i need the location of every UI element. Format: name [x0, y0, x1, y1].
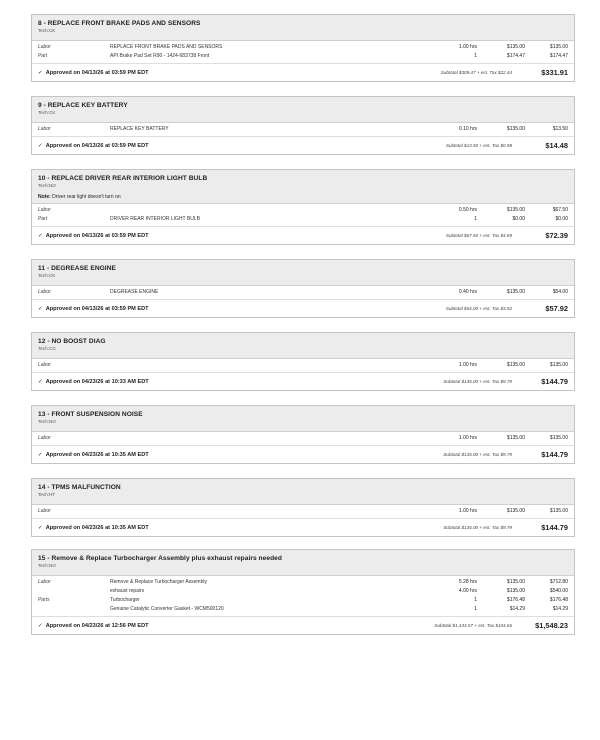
job-header [32, 406, 574, 432]
line-rate: $0.00 [512, 216, 525, 222]
job-total: $144.79 [541, 450, 568, 459]
job-card-14 [31, 478, 575, 537]
job-footer [32, 373, 574, 390]
approval-status [38, 525, 362, 531]
line-quantity: 1 [474, 606, 477, 612]
check-icon: ✓ [38, 451, 43, 458]
line-amount: $176.48 [549, 597, 568, 603]
line-quantity: 1 [474, 597, 477, 603]
approval-text: Approved on 04/13/26 at 03:59 PM EDT [45, 305, 149, 312]
line-type: Labor [38, 508, 51, 514]
approval-text: Approved on 04/13/26 at 03:59 PM EDT [45, 232, 149, 239]
line-items [32, 505, 574, 519]
subtotal: Subtotal $13.50 + est. Tax $0.98 [445, 143, 512, 148]
approval-status [38, 233, 362, 239]
line-rate: $135.00 [506, 362, 525, 368]
job-title: 13 - FRONT SUSPENSION NOISE [38, 411, 143, 418]
line-type: Part [38, 216, 48, 222]
job-title: 10 - REPLACE DRIVER REAR INTERIOR LIGHT BULB [38, 175, 208, 182]
line-rate: $135.00 [506, 435, 525, 441]
line-item [32, 587, 574, 596]
line-quantity: 4.00 hrs [458, 588, 477, 594]
line-quantity: 1.00 hrs [458, 362, 477, 368]
job-footer [32, 300, 574, 317]
approval-status [38, 452, 362, 458]
line-rate: $135.00 [506, 579, 525, 585]
approval-status [38, 143, 362, 149]
job-total: $331.91 [541, 68, 568, 77]
line-item [32, 215, 574, 224]
line-description: API Brake Pad Set R90 - 1424-683738 Front [110, 53, 210, 59]
job-total: $14.48 [545, 141, 568, 150]
line-item [32, 52, 574, 61]
job-card-9 [31, 96, 575, 155]
line-description: Remove & Replace Turbocharger Assembly [110, 579, 207, 585]
line-type: Labor [38, 126, 51, 132]
job-footer [32, 446, 574, 463]
line-amount: $174.47 [549, 53, 568, 59]
line-quantity: 1.00 hrs [458, 508, 477, 514]
line-rate: $135.00 [506, 588, 525, 594]
line-type: Labor [38, 435, 51, 441]
subtotal: Subtotal $309.47 + est. Tax $22.44 [440, 70, 512, 75]
line-quantity: 0.50 hrs [458, 207, 477, 213]
line-item [32, 507, 574, 516]
approval-status [38, 379, 362, 385]
job-tech: Tech:NO [38, 183, 56, 188]
job-total: $57.92 [545, 304, 568, 313]
subtotal: Subtotal $54.00 + est. Tax $3.92 [445, 306, 512, 311]
job-footer [32, 617, 574, 634]
line-type: Parts [38, 597, 50, 603]
job-tech: Tech:CK [38, 110, 56, 115]
line-quantity: 1.00 hrs [458, 435, 477, 441]
line-quantity: 1 [474, 53, 477, 59]
job-card-15 [31, 549, 575, 635]
line-item [32, 434, 574, 443]
estimate-document [31, 14, 575, 635]
approval-status [38, 70, 362, 76]
job-title: 12 - NO BOOST DIAG [38, 338, 106, 345]
line-quantity: 1 [474, 216, 477, 222]
job-total: $144.79 [541, 377, 568, 386]
line-item [32, 361, 574, 370]
job-tech: Tech:CG [38, 346, 56, 351]
line-rate: $135.00 [506, 126, 525, 132]
line-items [32, 123, 574, 137]
job-header [32, 15, 574, 41]
line-description: Genuine Catalytic Converter Gasket - WCM500120 [110, 606, 224, 612]
job-footer [32, 519, 574, 536]
line-items [32, 576, 574, 617]
job-card-11 [31, 259, 575, 318]
line-amount: $0.00 [555, 216, 568, 222]
job-tech: Tech:NO [38, 563, 56, 568]
line-item [32, 605, 574, 614]
approval-text: Approved on 04/23/26 at 10:35 AM EDT [45, 524, 149, 531]
job-tech: Tech:HT [38, 492, 56, 497]
line-description: exhaust repairs [110, 588, 145, 594]
check-icon: ✓ [38, 378, 43, 385]
job-footer [32, 227, 574, 244]
line-item [32, 125, 574, 134]
line-type: Labor [38, 207, 51, 213]
job-header [32, 97, 574, 123]
subtotal: Subtotal $135.00 + est. Tax $9.79 [443, 452, 512, 457]
subtotal: Subtotal $67.50 + est. Tax $4.89 [445, 233, 512, 238]
line-amount: $712.80 [549, 579, 568, 585]
line-rate: $135.00 [506, 44, 525, 50]
approval-text: Approved on 04/23/26 at 10:35 AM EDT [45, 451, 149, 458]
job-header [32, 550, 574, 576]
line-quantity: 5.28 hrs [458, 579, 477, 585]
line-items [32, 432, 574, 446]
check-icon: ✓ [38, 305, 43, 312]
line-items [32, 286, 574, 300]
approval-status [38, 306, 362, 312]
job-tech: Tech:CK [38, 273, 56, 278]
subtotal: Subtotal $135.00 + est. Tax $9.79 [443, 525, 512, 530]
job-card-13 [31, 405, 575, 464]
line-amount: $135.00 [549, 362, 568, 368]
line-type: Labor [38, 289, 51, 295]
line-rate: $176.48 [506, 597, 525, 603]
job-footer [32, 137, 574, 154]
note-text: Driver rear light doesn't turn on [52, 194, 121, 200]
note-label: Note: [38, 194, 51, 200]
line-type: Labor [38, 362, 51, 368]
line-rate: $135.00 [506, 508, 525, 514]
job-card-12 [31, 332, 575, 391]
job-card-10 [31, 169, 575, 245]
line-amount: $135.00 [549, 508, 568, 514]
job-header [32, 479, 574, 505]
job-total: $144.79 [541, 523, 568, 532]
check-icon: ✓ [38, 142, 43, 149]
line-item [32, 578, 574, 587]
job-tech: Tech:NO [38, 419, 56, 424]
approval-text: Approved on 04/23/26 at 10:33 AM EDT [45, 378, 149, 385]
job-total: $72.39 [545, 231, 568, 240]
job-title: 8 - REPLACE FRONT BRAKE PADS AND SENSORS [38, 20, 201, 27]
job-title: 11 - DEGREASE ENGINE [38, 265, 116, 272]
subtotal: Subtotal $135.00 + est. Tax $9.79 [443, 379, 512, 384]
job-note [32, 193, 574, 204]
job-title: 9 - REPLACE KEY BATTERY [38, 102, 128, 109]
job-header [32, 333, 574, 359]
approval-text: Approved on 04/23/26 at 12:56 PM EDT [45, 622, 149, 629]
line-item [32, 206, 574, 215]
line-amount: $135.00 [549, 44, 568, 50]
line-amount: $67.50 [552, 207, 568, 213]
line-amount: $540.00 [549, 588, 568, 594]
approval-text: Approved on 04/13/26 at 03:59 PM EDT [45, 69, 149, 76]
job-title: 15 - Remove & Replace Turbocharger Assembly plus exhaust repairs needed [38, 555, 282, 562]
line-amount: $13.50 [552, 126, 568, 132]
line-amount: $135.00 [549, 435, 568, 441]
line-rate: $135.00 [506, 207, 525, 213]
line-type: Labor [38, 579, 51, 585]
line-description: REPLACE KEY BATTERY [110, 126, 169, 132]
check-icon: ✓ [38, 69, 43, 76]
line-items [32, 41, 574, 64]
line-amount: $54.00 [552, 289, 568, 295]
job-header [32, 260, 574, 286]
job-tech: Tech:CK [38, 28, 56, 33]
job-footer [32, 64, 574, 81]
line-items [32, 359, 574, 373]
line-type: Part [38, 53, 48, 59]
line-rate: $14.29 [509, 606, 525, 612]
line-quantity: 0.40 hrs [458, 289, 477, 295]
line-rate: $174.47 [506, 53, 525, 59]
line-quantity: 1.00 hrs [458, 44, 477, 50]
check-icon: ✓ [38, 232, 43, 239]
check-icon: ✓ [38, 622, 43, 629]
job-total: $1,548.23 [535, 621, 568, 630]
line-quantity: 0.10 hrs [458, 126, 477, 132]
check-icon: ✓ [38, 524, 43, 531]
line-description: Turbocharger [110, 597, 140, 603]
line-description: DRIVER REAR INTERIOR LIGHT BULB [110, 216, 200, 222]
approval-status [38, 623, 362, 629]
job-title: 14 - TPMS MALFUNCTION [38, 484, 121, 491]
line-description: DEGREASE ENGINE [110, 289, 159, 295]
line-item [32, 43, 574, 52]
line-type: Labor [38, 44, 51, 50]
line-rate: $135.00 [506, 289, 525, 295]
line-amount: $14.29 [552, 606, 568, 612]
line-item [32, 596, 574, 605]
line-items [32, 204, 574, 227]
job-card-8 [31, 14, 575, 82]
line-item [32, 288, 574, 297]
subtotal: Subtotal $1,443.57 + est. Tax $104.66 [434, 623, 512, 628]
line-description: REPLACE FRONT BRAKE PADS AND SENSORS [110, 44, 223, 50]
approval-text: Approved on 04/13/26 at 03:59 PM EDT [45, 142, 149, 149]
